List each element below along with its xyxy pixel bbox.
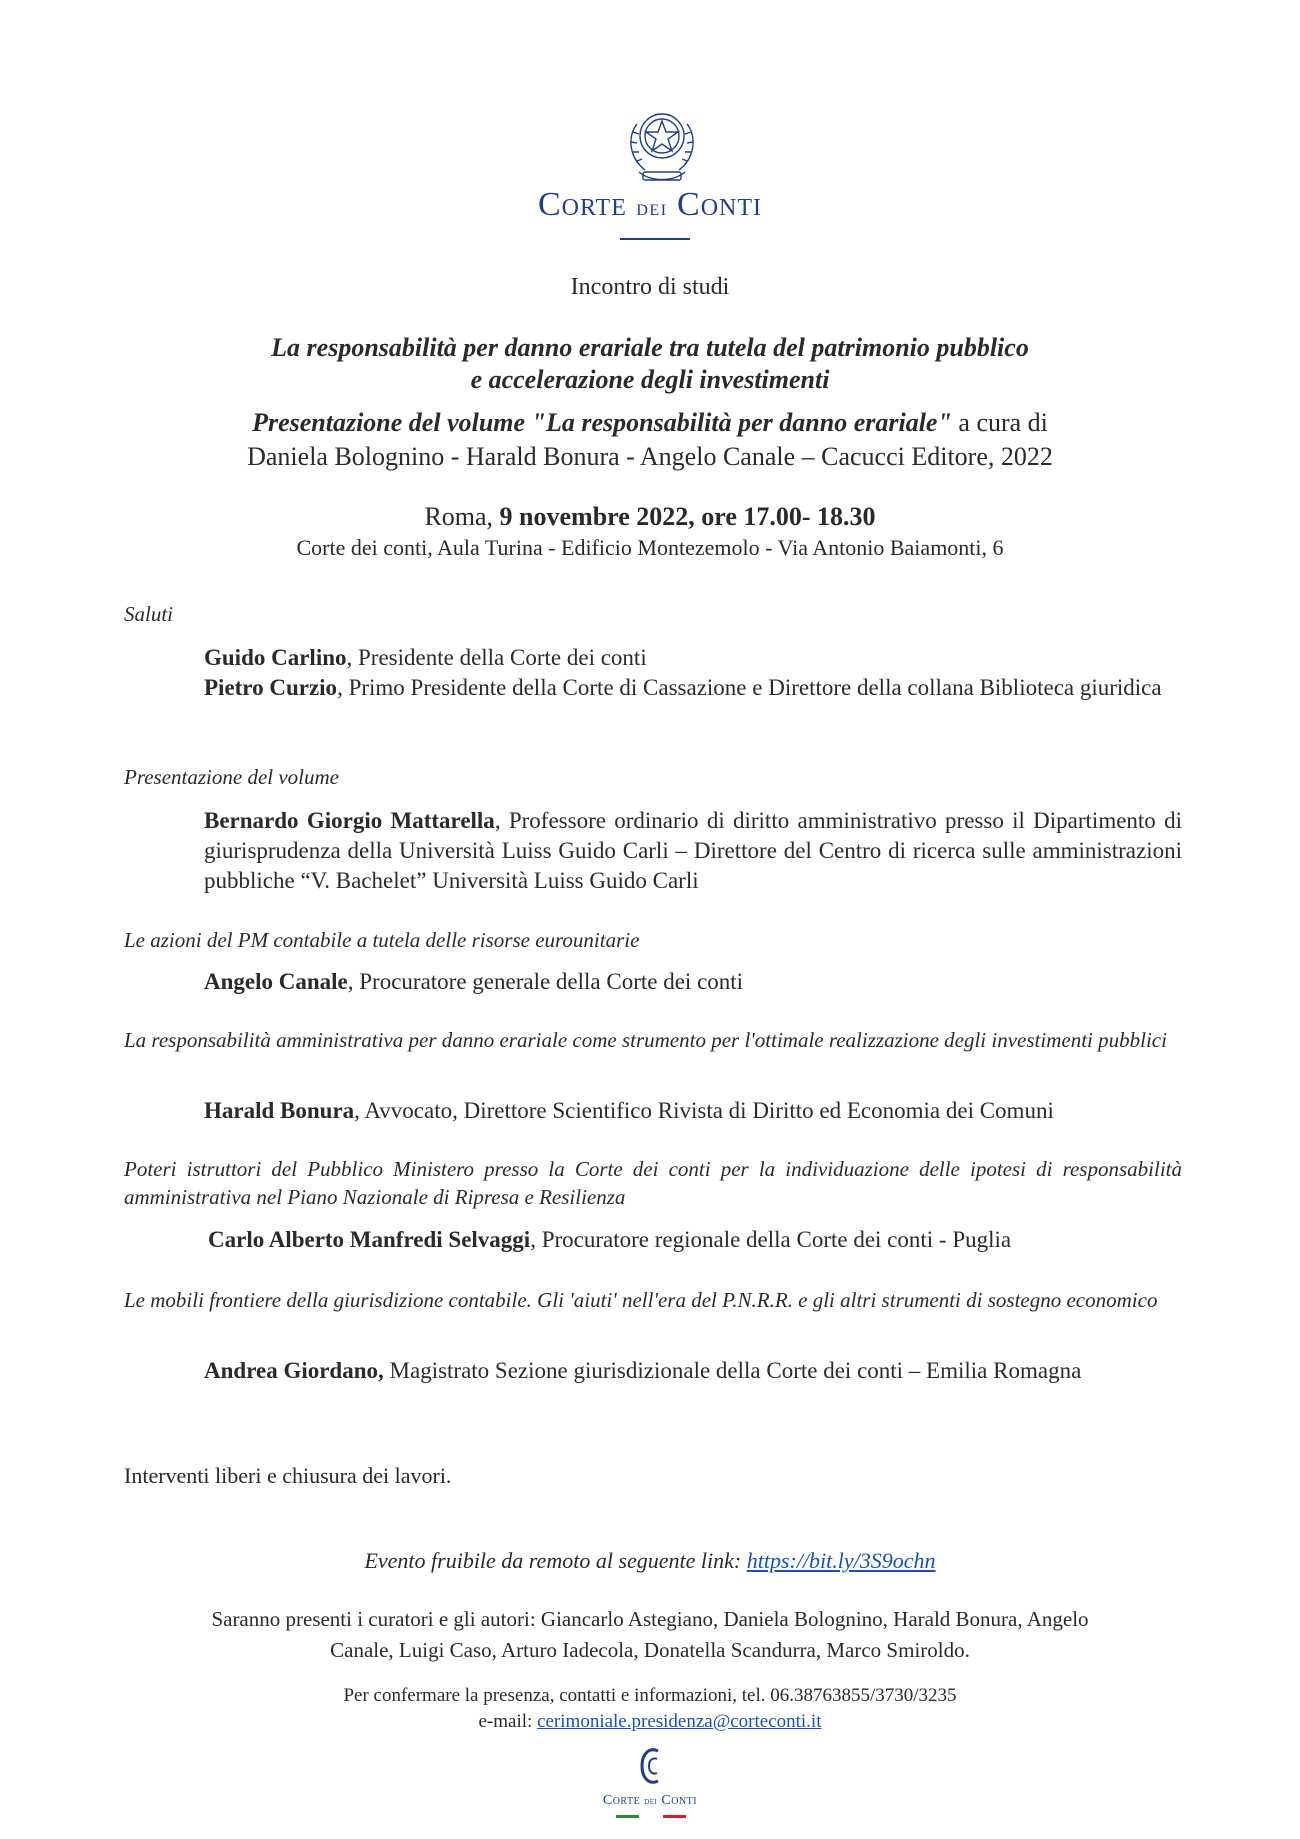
speaker-name: Guido Carlino — [204, 645, 347, 670]
speaker-canale — [204, 967, 1182, 997]
presentazione-label: Presentazione del volume — [124, 765, 339, 789]
speaker-carlino — [204, 643, 1182, 673]
book-editors: Daniela Bolognino - Harald Bonura - Angelo Canale – Cacucci Editore, 2022 — [247, 442, 1053, 471]
speaker-name: Pietro Curzio — [204, 675, 338, 700]
speaker-giordano — [204, 1356, 1182, 1386]
italian-tricolor-bar — [616, 1815, 686, 1818]
speaker-name: Bernardo Giorgio Mattarella — [204, 808, 495, 833]
footer-brand-wordmark — [0, 1793, 1300, 1809]
event-datetime: 9 novembre 2022, ore 17.00- 18.30 — [499, 502, 876, 531]
tricolor-red — [663, 1815, 686, 1818]
contacts-email — [0, 1709, 1300, 1735]
event-city: Roma, — [424, 502, 500, 531]
brand-corte: Corte — [537, 186, 627, 223]
topic-frontiere-giurisdizione: Le mobili frontiere della giurisdizione contabile. Gli 'aiuti' nell'era del P.N.R.R. e gli altri strumenti di sostegno economico — [124, 1288, 1158, 1312]
speaker-name: Andrea Giordano, — [204, 1358, 384, 1383]
italian-republic-emblem-icon — [619, 94, 705, 190]
speaker-mattarella — [204, 806, 1182, 896]
remote-text: Evento fruibile da remoto al seguente link: — [364, 1548, 747, 1573]
brand-conti: Conti — [677, 186, 763, 223]
email-label: e-mail: — [478, 1711, 538, 1732]
saluti-label: Saluti — [124, 602, 174, 626]
topic-responsabilita: La responsabilità amministrativa per danno erariale come strumento per l'ottimale realizzazione degli investimenti pubblici — [124, 1028, 1167, 1052]
speaker-curzio — [204, 673, 1182, 703]
event-title-line1: La responsabilità per danno erariale tra tutela del patrimonio pubblico — [271, 333, 1029, 362]
topic-poteri-istruttori: Poteri istruttori del Pubblico Ministero presso la Corte dei conti per la individuazione delle ipotesi di responsabilità amministrativa nel Piano Nazionale di Ripresa e Resilienza — [124, 1157, 1182, 1209]
authors-line1: Saranno presenti i curatori e gli autori: Giancarlo Astegiano, Daniela Bolognino, Harald Bonura, Angelo — [211, 1607, 1089, 1631]
speaker-manfredi-selvaggi — [208, 1225, 1186, 1255]
speaker-role: , Professore ordinario di diritto amministrativo presso il Dipartimento di giurisprudenza della Università Luiss Guido Carli – Direttore del Centro di ricerca sulle amministrazioni pubbliche “V. Bachelet” Università Luiss Guido Carli — [204, 808, 1182, 893]
tricolor-green — [616, 1815, 639, 1818]
authors-list — [0, 1604, 1300, 1666]
contact-info — [0, 1683, 1300, 1735]
book-presentation — [0, 406, 1300, 474]
speaker-bonura — [204, 1096, 1182, 1126]
speaker-name: Carlo Alberto Manfredi Selvaggi — [208, 1227, 531, 1252]
contacts-phone: Per confermare la presenza, contatti e informazioni, tel. 06.38763855/3730/3235 — [343, 1685, 957, 1706]
presentation-suffix: a cura di — [951, 408, 1048, 437]
email-link[interactable]: cerimoniale.presidenza@corteconti.it — [537, 1711, 822, 1732]
footer-brand-dei: dei — [644, 1796, 658, 1807]
presentation-prefix: Presentazione del volume "La responsabilità per danno erariale" — [252, 408, 952, 437]
brand-divider — [620, 238, 690, 240]
topic-pm-contabile: Le azioni del PM contabile a tutela delle risorse eurounitarie — [124, 928, 640, 952]
event-title-line2: e accelerazione degli investimenti — [470, 365, 830, 394]
tricolor-white — [639, 1815, 662, 1818]
authors-line2: Canale, Luigi Caso, Arturo Iadecola, Donatella Scandurra, Marco Smiroldo. — [330, 1638, 970, 1662]
speaker-role: Magistrato Sezione giurisdizionale della Corte dei conti – Emilia Romagna — [383, 1358, 1082, 1383]
corte-dei-conti-monogram-icon — [638, 1745, 664, 1787]
footer-brand-conti: Conti — [661, 1793, 698, 1808]
event-date — [0, 502, 1300, 532]
brand-dei: dei — [636, 195, 668, 220]
speaker-name: Harald Bonura — [204, 1098, 355, 1123]
speaker-name: Angelo Canale — [204, 969, 348, 994]
footer-brand-corte: Corte — [602, 1793, 641, 1808]
speaker-role: , Procuratore generale della Corte dei conti — [347, 969, 744, 994]
event-title — [0, 332, 1300, 396]
event-kind: Incontro di studi — [570, 274, 730, 300]
speaker-role: , Presidente della Corte dei conti — [346, 645, 647, 670]
closing-remarks: Interventi liberi e chiusura dei lavori. — [124, 1463, 452, 1488]
speaker-role: , Primo Presidente della Corte di Cassazione e Direttore della collana Biblioteca giuridica — [337, 675, 1162, 700]
speaker-role: , Procuratore regionale della Corte dei conti - Puglia — [530, 1227, 1012, 1252]
speaker-role: , Avvocato, Direttore Scientifico Rivista di Diritto ed Economia dei Comuni — [354, 1098, 1054, 1123]
remote-access-line — [0, 1548, 1300, 1574]
event-venue: Corte dei conti, Aula Turina - Edificio Montezemolo - Via Antonio Baiamonti, 6 — [296, 535, 1004, 560]
remote-link[interactable]: https://bit.ly/3S9ochn — [746, 1548, 936, 1573]
brand-wordmark — [0, 186, 1300, 224]
